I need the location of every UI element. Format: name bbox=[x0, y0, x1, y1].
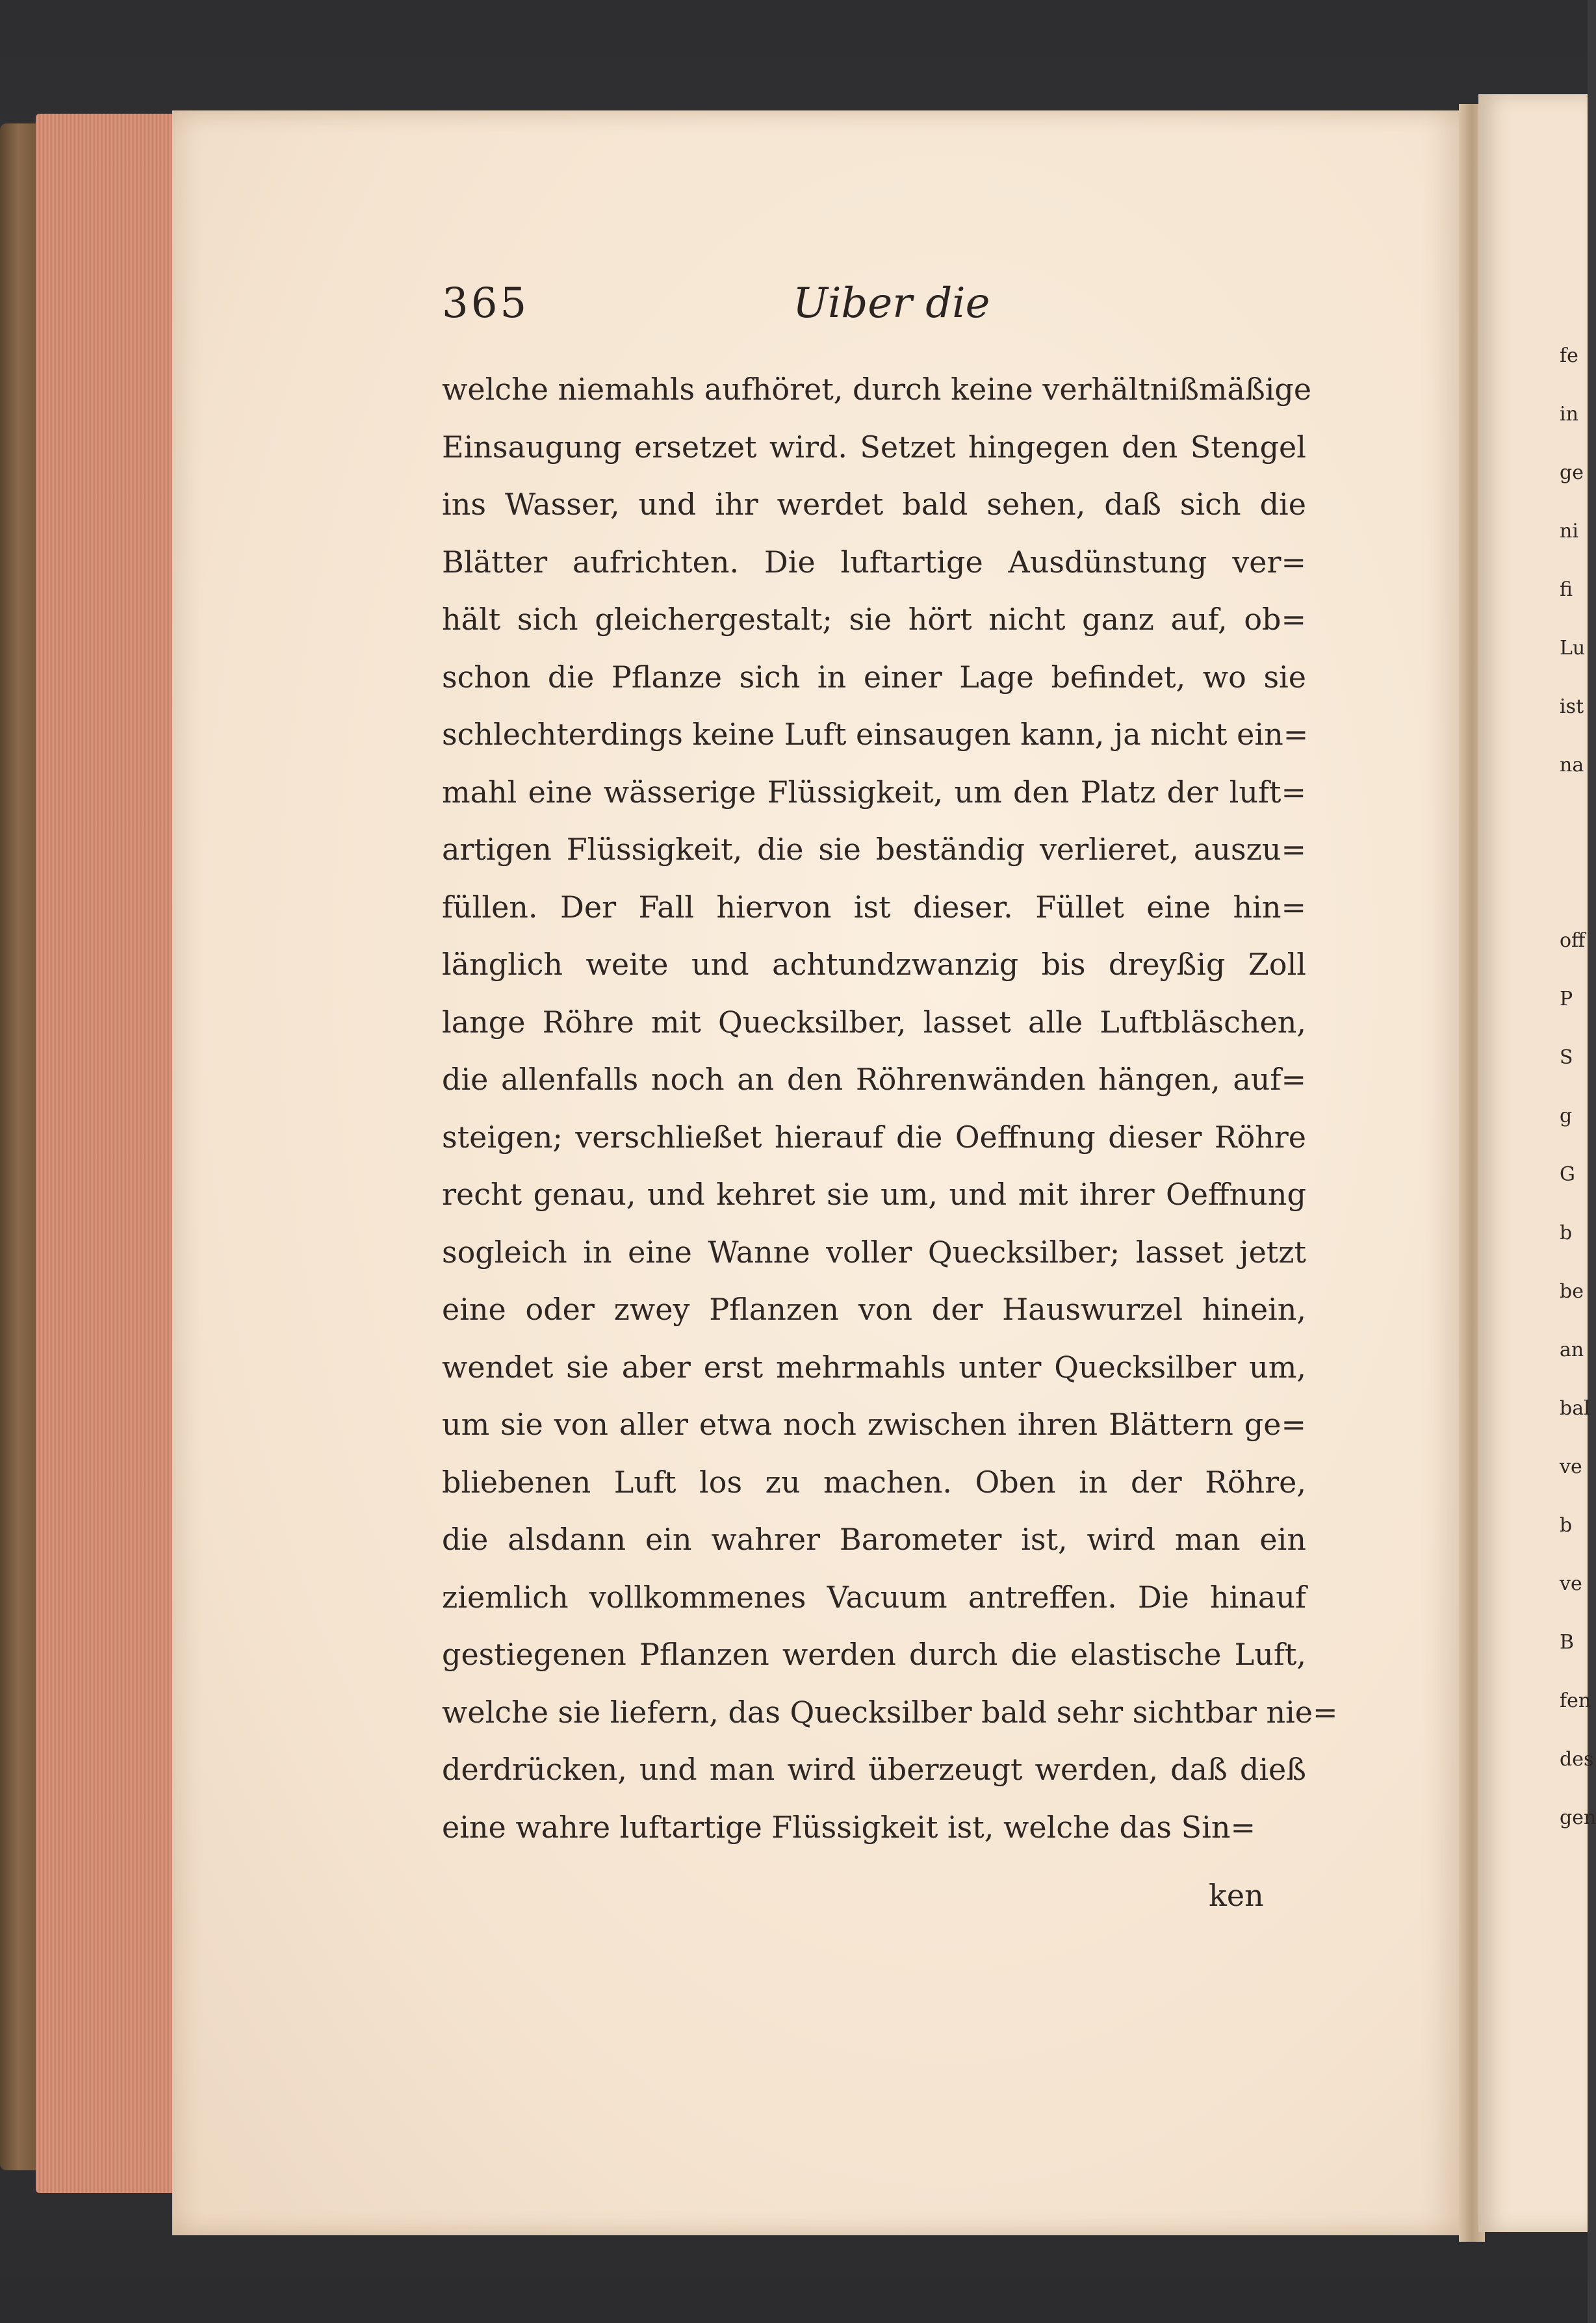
text-line: lange Röhre mit Quecksilber, lasset alle Luftbläschen, bbox=[442, 1004, 1306, 1040]
text-line: schlechterdings keine Luft einsaugen kann, ja nicht ein= bbox=[442, 717, 1309, 752]
facing-page-fragment bbox=[1560, 812, 1588, 871]
text-line: artigen Flüssigkeit, die sie beständig verlieret, auszu= bbox=[442, 832, 1306, 867]
text-line: derdrücken, und man wird überzeugt werden, daß dieß bbox=[442, 1752, 1306, 1787]
facing-page-fragment: ve bbox=[1560, 1572, 1582, 1595]
page-number: 365 bbox=[442, 279, 530, 327]
facing-page-fragment: B bbox=[1560, 1631, 1575, 1654]
facing-page-fragment: G bbox=[1560, 1163, 1575, 1186]
facing-page-fragment: fe bbox=[1560, 344, 1578, 367]
text-line: eine oder zwey Pflanzen von der Hauswurzel hinein, bbox=[442, 1292, 1306, 1327]
facing-page-fragment: ve bbox=[1560, 1456, 1582, 1478]
facing-page-fragment: be bbox=[1560, 1280, 1584, 1303]
text-line: ins Wasser, und ihr werdet bald sehen, daß sich die bbox=[442, 487, 1306, 522]
text-line: hält sich gleichergestalt; sie hört nicht ganz auf, ob= bbox=[442, 602, 1306, 637]
facing-page-fragment: g bbox=[1560, 1105, 1573, 1127]
text-line: sogleich in eine Wanne voller Quecksilber; lasset jetzt bbox=[442, 1234, 1306, 1270]
running-head: Uiber die bbox=[793, 279, 990, 327]
text-line: füllen. Der Fall hiervon ist dieser. Füllet eine hin= bbox=[442, 889, 1306, 925]
facing-page-fragment: off bbox=[1560, 929, 1586, 952]
facing-page-fragment: b bbox=[1560, 1514, 1573, 1537]
text-line: ziemlich vollkommenes Vacuum antreffen. Die hinauf bbox=[442, 1579, 1306, 1615]
facing-page-fragment: ni bbox=[1560, 520, 1578, 543]
facing-page-fragment: ist bbox=[1560, 695, 1584, 718]
facing-page-fragment: Lu bbox=[1560, 637, 1586, 660]
text-line: um sie von aller etwa noch zwischen ihren Blättern ge= bbox=[442, 1407, 1306, 1442]
text-line: recht genau, und kehret sie um, und mit ihrer Oeffnung bbox=[442, 1177, 1306, 1212]
text-line: wendet sie aber erst mehrmahls unter Quecksilber um, bbox=[442, 1349, 1306, 1385]
text-line: eine wahre luftartige Flüssigkeit ist, welche das Sin= bbox=[442, 1809, 1256, 1845]
text-line: länglich weite und achtundzwanzig bis dreyßig Zoll bbox=[442, 947, 1306, 982]
text-line: die alsdann ein wahrer Barometer ist, wird man ein bbox=[442, 1522, 1306, 1557]
text-line: gestiegenen Pflanzen werden durch die elastische Luft, bbox=[442, 1637, 1306, 1672]
facing-page-fragment: b bbox=[1560, 1222, 1573, 1244]
facing-page-fragment: bal bbox=[1560, 1397, 1590, 1420]
facing-page-fragment bbox=[1560, 871, 1588, 929]
facing-page-fragments bbox=[1560, 344, 1596, 1865]
facing-page-fragment: na bbox=[1560, 754, 1584, 776]
text-line: Einsaugung ersetzet wird. Setzet hingegen den Stengel bbox=[442, 429, 1306, 465]
facing-page-fragment: in bbox=[1560, 403, 1578, 426]
facing-page-fragment: S bbox=[1560, 1046, 1573, 1069]
text-line: mahl eine wässerige Flüssigkeit, um den Platz der luft= bbox=[442, 774, 1306, 810]
page-header bbox=[442, 279, 1300, 338]
text-line: steigen; verschließet hierauf die Oeffnung dieser Röhre bbox=[442, 1119, 1306, 1155]
facing-page-fragment: des bbox=[1560, 1748, 1594, 1771]
facing-page-fragment: an bbox=[1560, 1339, 1584, 1361]
body-text bbox=[442, 361, 1338, 1856]
text-line: bliebenen Luft los zu machen. Oben in der Röhre, bbox=[442, 1464, 1306, 1500]
text-line: Blätter aufrichten. Die luftartige Ausdünstung ver= bbox=[442, 544, 1306, 580]
facing-page-fragment: fen bbox=[1560, 1689, 1591, 1712]
text-line: die allenfalls noch an den Röhrenwänden hängen, auf= bbox=[442, 1062, 1306, 1097]
facing-page-fragment: ge bbox=[1560, 461, 1584, 484]
text-line: schon die Pflanze sich in einer Lage befindet, wo sie bbox=[442, 659, 1306, 695]
catchword: ken bbox=[1209, 1878, 1264, 1913]
facing-page-fragment: fi bbox=[1560, 578, 1573, 601]
text-line: welche niemahls aufhöret, durch keine verhältnißmäßige bbox=[442, 372, 1312, 407]
text-line: welche sie liefern, das Quecksilber bald sehr sichtbar nie= bbox=[442, 1694, 1338, 1730]
page-block-edge bbox=[36, 114, 179, 2193]
facing-page-fragment: gen bbox=[1560, 1806, 1596, 1829]
facing-page-fragment: P bbox=[1560, 988, 1573, 1010]
